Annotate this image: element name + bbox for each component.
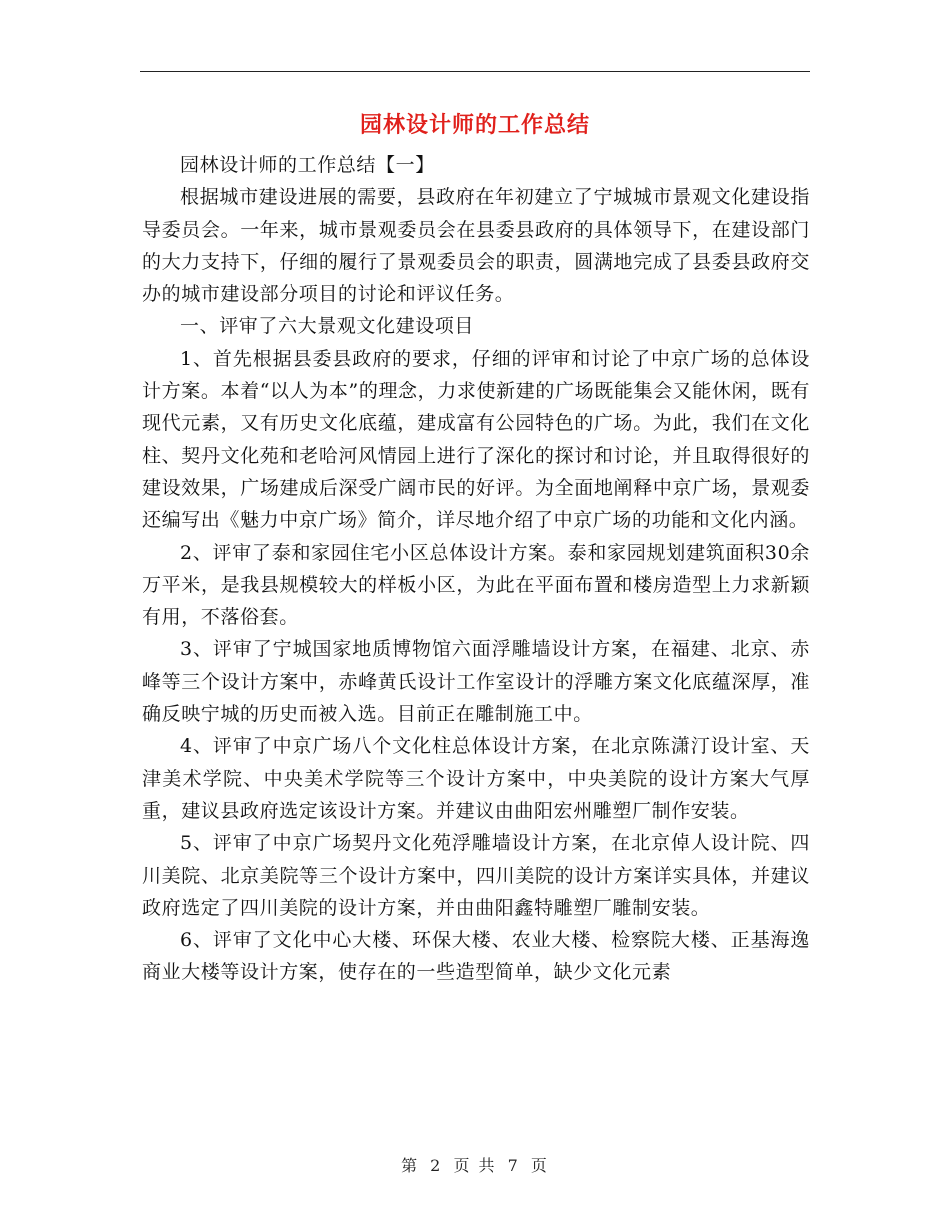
paragraph-intro: 根据城市建设进展的需要，县政府在年初建立了宁城城市景观文化建设指导委员会。一年来，城市景观委员会在县委县政府的具体领导下，在建设部门的大力支持下，仔细的履行了景观委员会的职责，圆满地完成了县委县政府交办的城市建设部分项目的讨论和评议任务。	[142, 186, 810, 306]
footer-suffix: 页	[530, 1156, 549, 1175]
total-page-count: 7	[507, 1156, 520, 1175]
header-rule	[140, 71, 810, 72]
current-page-number: 2	[430, 1156, 443, 1175]
section-heading: 园林设计师的工作总结【一】	[180, 154, 435, 176]
page-footer	[0, 1153, 950, 1176]
paragraph-item-1: 1、首先根据县委县政府的要求，仔细的评审和讨论了中京广场的总体设计方案。本着“以人为本”的理念，力求使新建的广场既能集会又能休闲，既有现代元素，又有历史文化底蕴，建成富有公园特色的广场。为此，我们在文化柱、契丹文化苑和老哈河风情园上进行了深化的探讨和讨论，并且取得很好的建设效果，广场建成后深受广阔市民的好评。为全面地阐释中京广场，景观委还编写出《魅力中京广场》简介，详尽地介绍了中京广场的功能和文化内涵。	[142, 347, 810, 532]
paragraph-item-4: 4、评审了中京广场八个文化柱总体设计方案，在北京陈潇汀设计室、天津美术学院、中央美术学院等三个设计方案中，中央美院的设计方案大气厚重，建议县政府选定该设计方案。并建议由曲阳宏州雕塑厂制作安装。	[142, 735, 810, 822]
subsection-heading: 一、评审了六大景观文化建设项目	[180, 315, 475, 338]
footer-middle: 页 共	[453, 1156, 497, 1175]
document-body	[142, 149, 810, 989]
paragraph-item-5: 5、评审了中京广场契丹文化苑浮雕墙设计方案，在北京倬人设计院、四川美院、北京美院等三个设计方案中，四川美院的设计方案详实具体，并建议政府选定了四川美院的设计方案，并由曲阳鑫特雕塑厂雕制安装。	[142, 832, 810, 919]
paragraph-item-6: 6、评审了文化中心大楼、环保大楼、农业大楼、检察院大楼、正基海逸商业大楼等设计方案，使存在的一些造型简单，缺少文化元素	[142, 929, 810, 984]
paragraph-item-3: 3、评审了宁城国家地质博物馆六面浮雕墙设计方案，在福建、北京、赤峰等三个设计方案中，赤峰黄氏设计工作室设计的浮雕方案文化底蕴深厚，准确反映宁城的历史而被入选。目前正在雕制施工中。	[142, 638, 810, 726]
paragraph-item-2: 2、评审了泰和家园住宅小区总体设计方案。泰和家园规划建筑面积30余万平米，是我县规模较大的样板小区，为此在平面布置和楼房造型上力求新颖有用，不落俗套。	[142, 541, 810, 629]
document-title: 园林设计师的工作总结	[359, 112, 590, 138]
footer-prefix: 第	[401, 1156, 420, 1175]
